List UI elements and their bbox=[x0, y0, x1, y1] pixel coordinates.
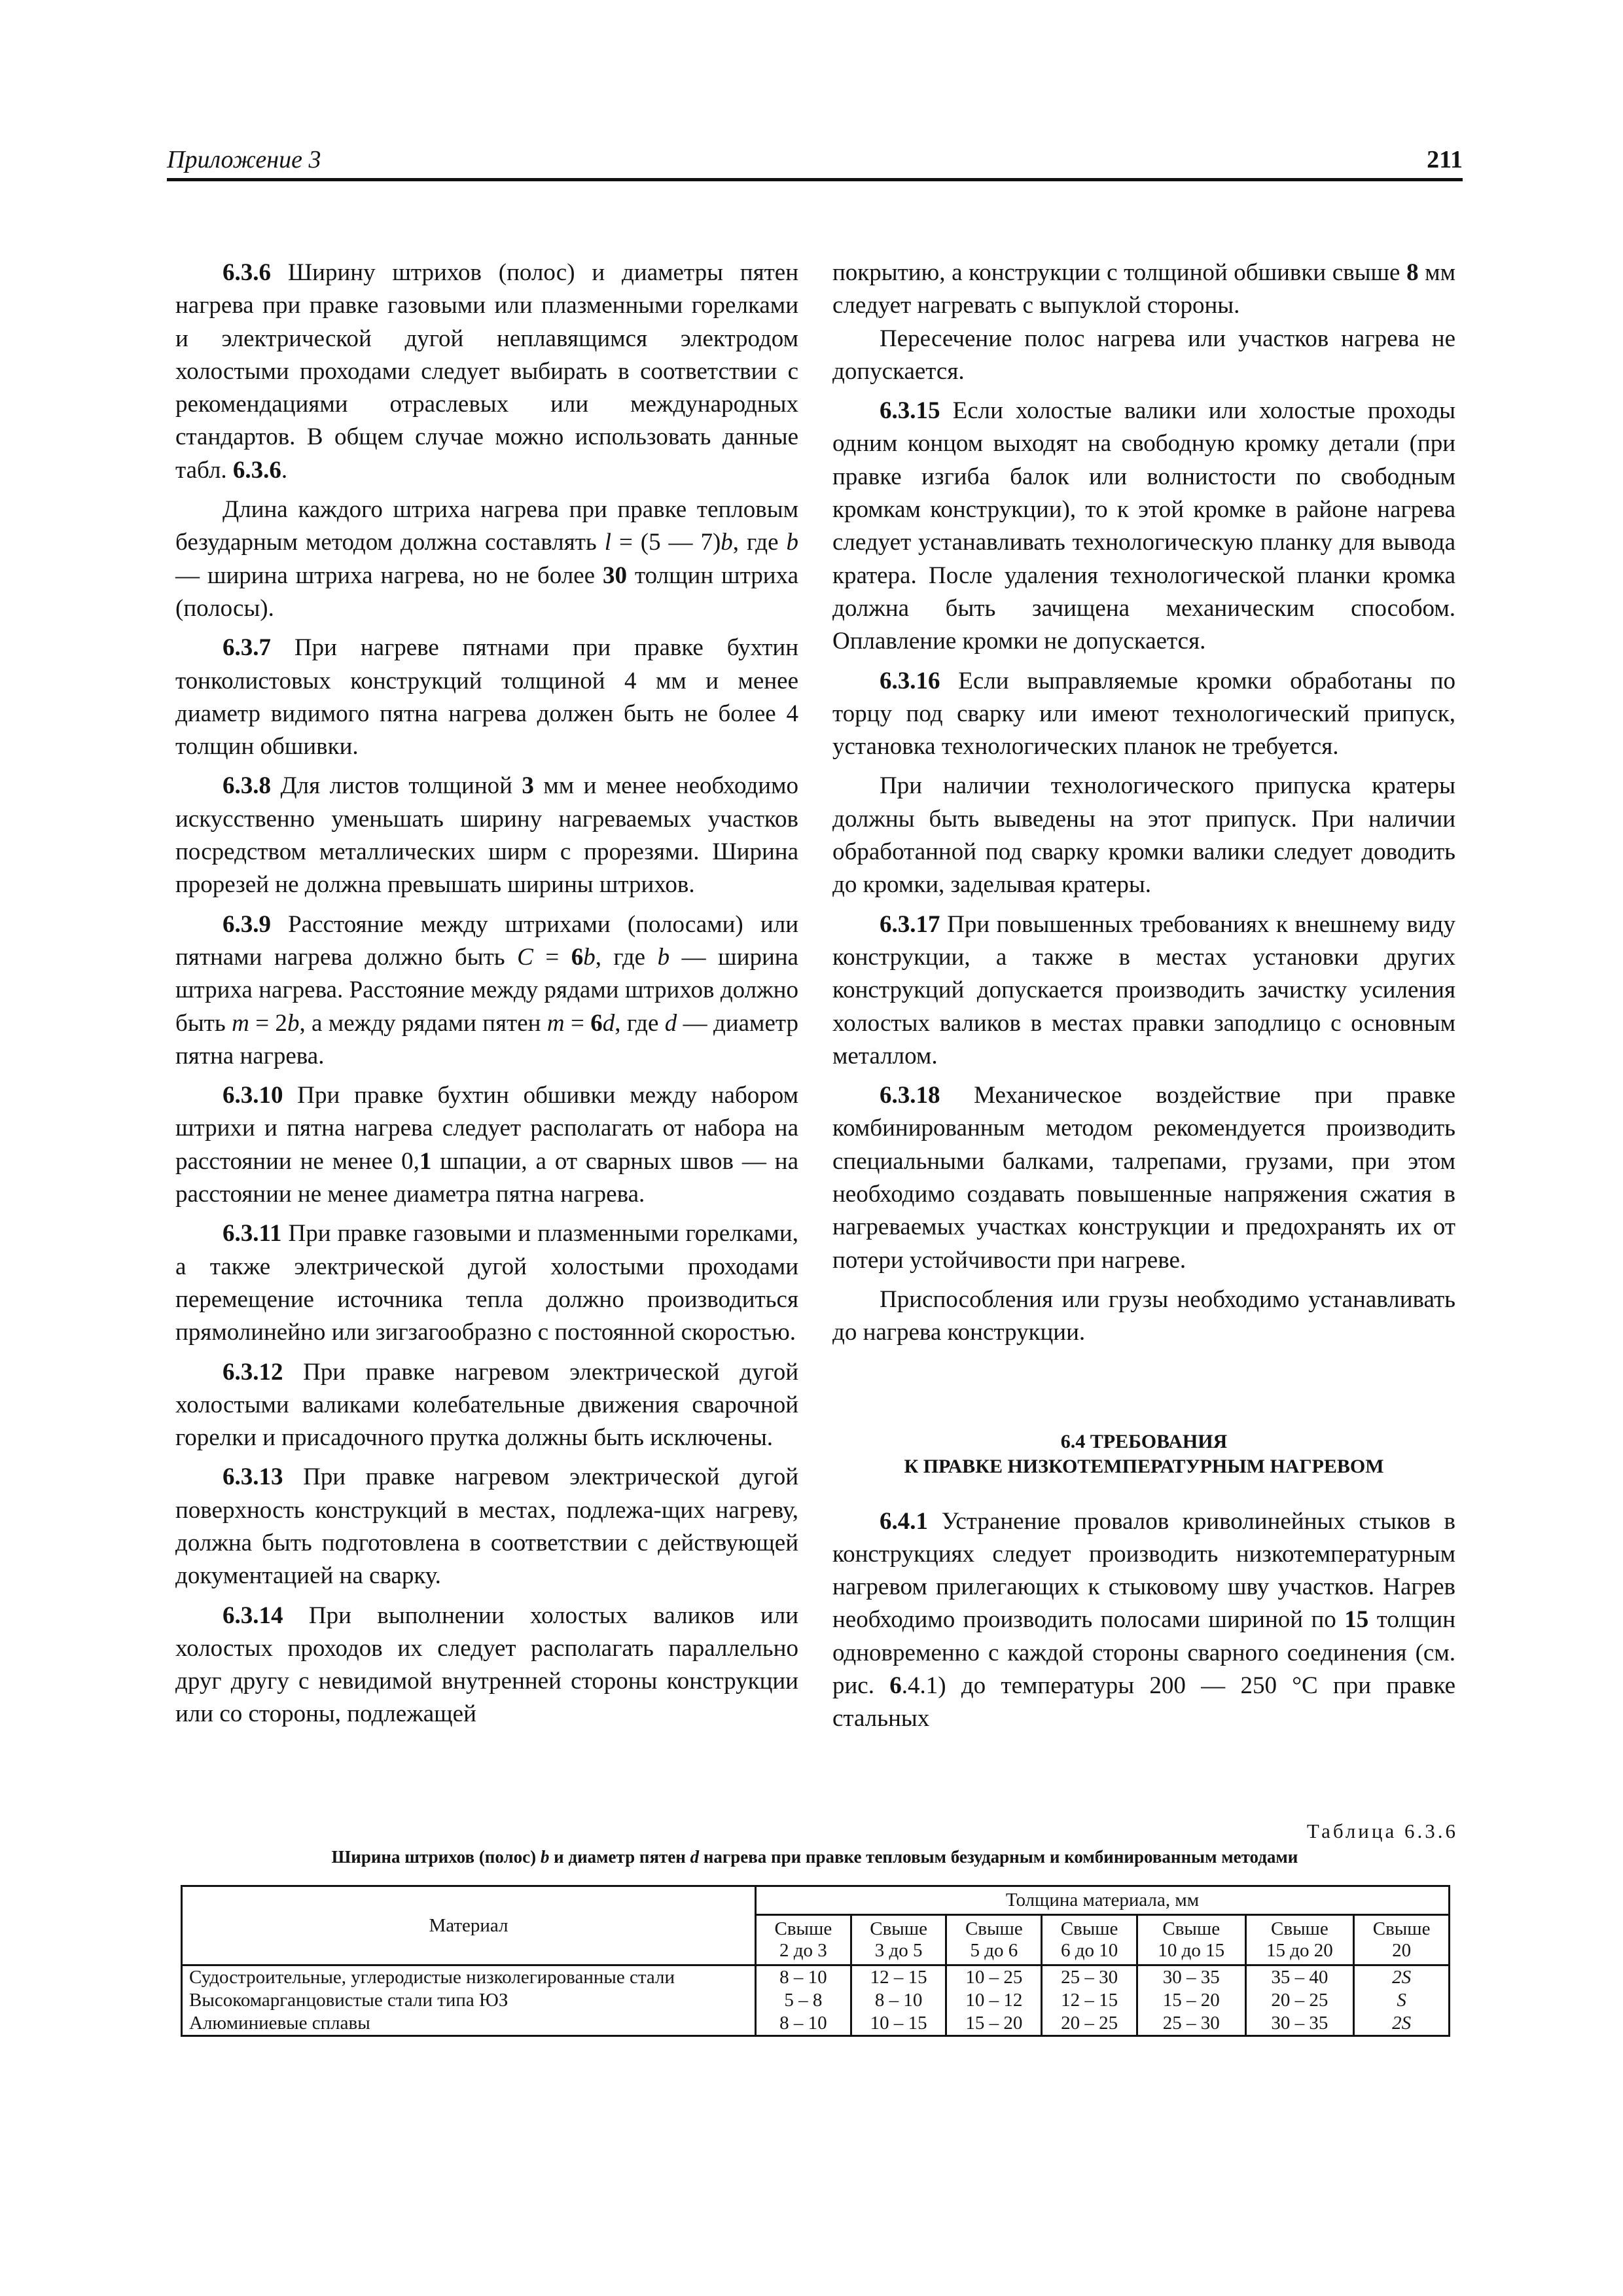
paragraph-6-3-13: 6.3.13 При правке нагревом электрической дугой поверхность конструкций в местах, подлежа-щих нагреву, должна быть подготовлена в соответствии с действующей документацией на сварку. bbox=[175, 1463, 798, 1590]
page-number: 211 bbox=[1427, 146, 1463, 173]
paragraph-6-3-18: 6.3.18 Механическое воздействие при правке комбинированным методом рекомендуется производить специальными балками, талрепами, грузами, при этом необходимо создавать повышенные напряжения сжатия в нагреваемых участках конструкции и предохранять их от потери устойчивости при нагреве. bbox=[832, 1082, 1455, 1274]
left-column bbox=[175, 257, 798, 1731]
table-row bbox=[182, 1965, 1450, 1990]
value-cell: 8 – 10 bbox=[756, 2012, 851, 2036]
paragraph-6-4-1: 6.4.1 Устранение провалов криволинейных стыков в конструкциях следует производить низкотемпературным нагревом прилегающих к стыковому шву участков. Нагрев необходимо производить полосами шириной по 15 толщин одновременно с каждой стороны сварного соединения (см. рис. 6.4.1) до температуры 200 — 250 °С при правке стальных bbox=[832, 1507, 1455, 1732]
value-cell: 25 – 30 bbox=[1042, 1965, 1137, 1990]
paragraph-6-3-15: 6.3.15 Если холостые валики или холостые проходы одним концом выходят на свободную кромку детали (при правке изгиба балок или волнистости по свободным кромкам конструкции), то к этой кромке в районе нагрева следует устанавливать технологическую планку для вывода кратера. После удаления технологической планки кромка должна быть зачищена механическим способом. Оплавление кромки не допускается. bbox=[832, 397, 1455, 655]
value-cell: 2S bbox=[1354, 2012, 1450, 2036]
material-cell: Высокомарганцовистые стали типа ЮЗ bbox=[182, 1989, 756, 2012]
value-cell: 25 – 30 bbox=[1137, 2012, 1245, 2036]
paragraph-6-3-16: 6.3.16 Если выправляемые кромки обработаны по торцу под сварку или имеют технологический припуск, установка технологических планок не требуется. bbox=[832, 667, 1455, 761]
value-cell: 20 – 25 bbox=[1042, 2012, 1137, 2036]
table-row bbox=[182, 1989, 1450, 2012]
table-title: Ширина штрихов (полос) b и диаметр пятен d нагрева при правке тепловым безударным и комбинированным методами bbox=[331, 1847, 1298, 1867]
value-cell: 10 – 25 bbox=[946, 1965, 1042, 1990]
thickness-header: Толщина материала, мм bbox=[756, 1886, 1450, 1915]
column-header: Свыше 5 до 6 bbox=[946, 1915, 1042, 1965]
paragraph-6-3-6: 6.3.6 Ширину штрихов (полос) и диаметры пятен нагрева при правке газовыми или плазменными горелками и электрической дугой неплавящимся электродом холостыми проходами следует выбирать в соответствии с рекомендациями отраслевых или международных стандартов. В общем случае можно использовать данные табл. 6.3.6. bbox=[175, 259, 798, 484]
value-cell: 15 – 20 bbox=[1137, 1989, 1245, 2012]
value-cell: 5 – 8 bbox=[756, 1989, 851, 2012]
table-label: Таблица 6.3.6 bbox=[1306, 1820, 1458, 1842]
value-cell: 10 – 15 bbox=[851, 2012, 946, 2036]
value-cell: S bbox=[1354, 1989, 1450, 2012]
value-cell: 10 – 12 bbox=[946, 1989, 1042, 2012]
heating-width-table bbox=[181, 1885, 1450, 2037]
column-header: Свыше 3 до 5 bbox=[851, 1915, 946, 1965]
column-header: Свыше 10 до 15 bbox=[1137, 1915, 1245, 1965]
paragraph-6-3-14: 6.3.14 При выполнении холостых валиков или холостых проходов их следует располагать параллельно друг другу с невидимой внутренней стороны конструкции или со стороны, подлежащей bbox=[175, 1602, 798, 1728]
paragraph-6-3-17: 6.3.17 При повышенных требованиях к внешнему виду конструкции, а также в местах установки других конструкций допускается производить зачистку усиления холостых валиков в местах правки заподлицо с основным металлом. bbox=[832, 910, 1455, 1069]
right-column bbox=[832, 257, 1455, 1736]
value-cell: 8 – 10 bbox=[756, 1965, 851, 1990]
running-title: Приложение 3 bbox=[167, 146, 321, 173]
value-cell: 12 – 15 bbox=[1042, 1989, 1137, 2012]
column-header: Свыше 15 до 20 bbox=[1245, 1915, 1354, 1965]
value-cell: 8 – 10 bbox=[851, 1989, 946, 2012]
value-cell: 30 – 35 bbox=[1245, 2012, 1354, 2036]
paragraph-6-3-9: 6.3.9 Расстояние между штрихами (полосами) или пятнами нагрева должно быть C = 6b, где b — ширина штриха нагрева. Расстояние между рядами штрихов должно быть m = 2b, а между рядами пятен m = 6d, где d — диаметр пятна нагрева. bbox=[175, 910, 798, 1069]
value-cell: 2S bbox=[1354, 1965, 1450, 1990]
material-cell: Алюминиевые сплавы bbox=[182, 2012, 756, 2036]
value-cell: 15 – 20 bbox=[946, 2012, 1042, 2036]
paragraph-length: Длина каждого штриха нагрева при правке тепловым безударным методом должна составлять l = (5 — 7)b, где b — ширина штриха нагрева, но не более 30 толщин штриха (полосы). bbox=[175, 496, 798, 622]
value-cell: 12 – 15 bbox=[851, 1965, 946, 1990]
paragraph-6-3-7: 6.3.7 При нагреве пятнами при правке бухтин тонколистовых конструкций толщиной 4 мм и менее диаметр видимого пятна нагрева должен быть не более 4 толщин обшивки. bbox=[175, 634, 798, 761]
column-header: Свыше 6 до 10 bbox=[1042, 1915, 1137, 1965]
material-header: Материал bbox=[182, 1886, 756, 1965]
paragraph-6-3-11: 6.3.11 При правке газовыми и плазменными горелками, а также электрической дугой холостыми проходами перемещение источника тепла должно производиться прямолинейно или зигзагообразно с постоянной скоростью. bbox=[175, 1220, 798, 1346]
value-cell: 20 – 25 bbox=[1245, 1989, 1354, 2012]
value-cell: 35 – 40 bbox=[1245, 1965, 1354, 1990]
column-header: Свыше 20 bbox=[1354, 1915, 1450, 1965]
paragraph-continuation: покрытию, а конструкции с толщиной обшивки свыше 8 мм следует нагревать с выпуклой стороны. bbox=[832, 259, 1456, 319]
paragraph-devices: Приспособления или грузы необходимо устанавливать до нагрева конструкции. bbox=[832, 1285, 1455, 1346]
material-cell: Судостроительные, углеродистые низколегированные стали bbox=[182, 1965, 756, 1990]
paragraph-6-3-10: 6.3.10 При правке бухтин обшивки между набором штрихи и пятна нагрева следует располагать от набора на расстоянии не менее 0,1 шпации, а от сварных швов — на расстоянии не менее диаметра пятна нагрева. bbox=[175, 1082, 798, 1208]
paragraph-6-3-8: 6.3.8 Для листов толщиной 3 мм и менее необходимо искусственно уменьшать ширину нагреваемых участков посредством металлических ширм с прорезями. Ширина прорезей не должна превышать ширины штрихов. bbox=[175, 772, 798, 899]
section-heading-6-4: 6.4 ТРЕБОВАНИЯ К ПРАВКЕ НИЗКОТЕМПЕРАТУРНЫМ НАГРЕВОМ bbox=[904, 1430, 1384, 1477]
page-header bbox=[167, 144, 1463, 181]
column-header: Свыше 2 до 3 bbox=[756, 1915, 851, 1965]
paragraph-6-3-12: 6.3.12 При правке нагревом электрической дугой холостыми валиками колебательные движения сварочной горелки и присадочного прутка должны быть исключены. bbox=[175, 1358, 798, 1452]
paragraph-crossing: Пересечение полос нагрева или участков нагрева не допускается. bbox=[832, 325, 1455, 385]
value-cell: 30 – 35 bbox=[1137, 1965, 1245, 1990]
paragraph-allowance: При наличии технологического припуска кратеры должны быть выведены на этот припуск. При наличии обработанной под сварку кромки валики следует доводить до кромки, заделывая кратеры. bbox=[832, 772, 1455, 899]
table-row bbox=[182, 2012, 1450, 2036]
